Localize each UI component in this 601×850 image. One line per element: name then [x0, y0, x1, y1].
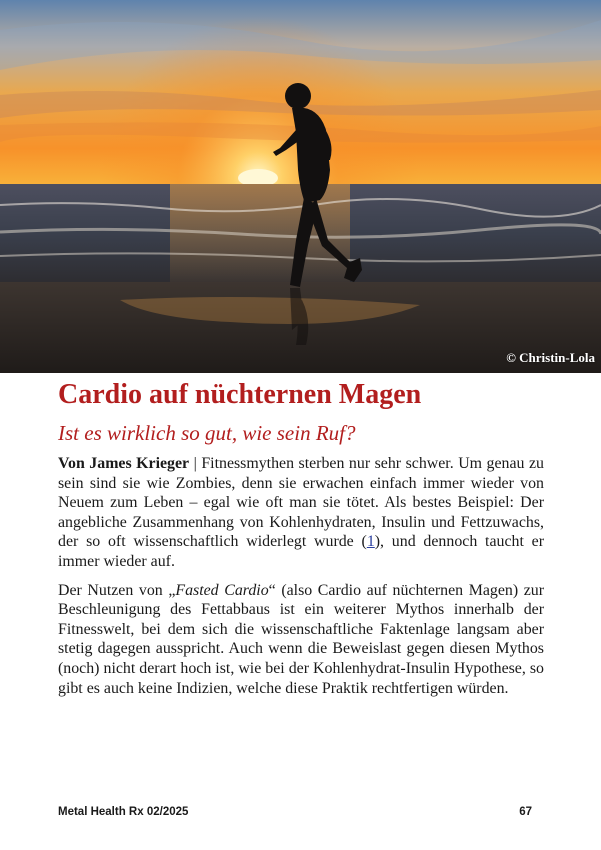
paragraph-1-text-end: ), und dennoch taucht er immer wieder auf. — [58, 533, 544, 570]
paragraph-1-text: Fitnessmythen sterben nur sehr schwer. Um genau zu sein sind sie wie Zombies, denn sie erwachen einfach immer wieder von Neuem zum Leben – egal wie oft man sie tötet. Als bestes Beispiel: Der angebliche Zusammenhang von Kohlenhydraten, Insulin und Fettzuwachs, der so oft wissenschaftlich widerlegt wurde ( — [58, 455, 544, 551]
sunset-runner-image — [0, 0, 601, 373]
publication-name: Metal Health Rx 02/2025 — [58, 806, 189, 818]
article — [58, 378, 544, 698]
photo-credit: © Christin-Lola — [506, 350, 595, 365]
author-byline: Von James Krieger — [58, 455, 190, 472]
article-subtitle: Ist es wirklich so gut, wie sein Ruf? — [58, 421, 356, 445]
paragraph-2-text: Der Nutzen von „ — [58, 581, 176, 599]
article-title: Cardio auf nüchternen Magen — [58, 379, 422, 410]
paragraph-2-text-end: “ (also Cardio auf nüchternen Magen) zur Beschleunigung des Fettabbaus ist ein weiterer Mythos innerhalb der Fitnesswelt, bei dem sich die wissenschaftliche Faktenlage langsam aber stetig dagegen ausspricht. Auch wenn die Beweislast gegen diesen Mythos (noch) nicht derart hoch ist, wie bei der Kohlenhydrat-Insulin Hypothese, so gibt es auch keine Indizien, welche diese Praktik rechtfertigen würden. — [58, 581, 545, 697]
paragraph-2 — [58, 581, 544, 699]
byline-separator: | — [189, 455, 202, 472]
hero-photo — [0, 0, 601, 373]
paragraph-1 — [58, 454, 544, 572]
fasted-cardio-term: Fasted Cardio — [175, 581, 269, 599]
reference-link-1[interactable]: 1 — [366, 533, 375, 551]
page-number: 67 — [519, 806, 532, 818]
